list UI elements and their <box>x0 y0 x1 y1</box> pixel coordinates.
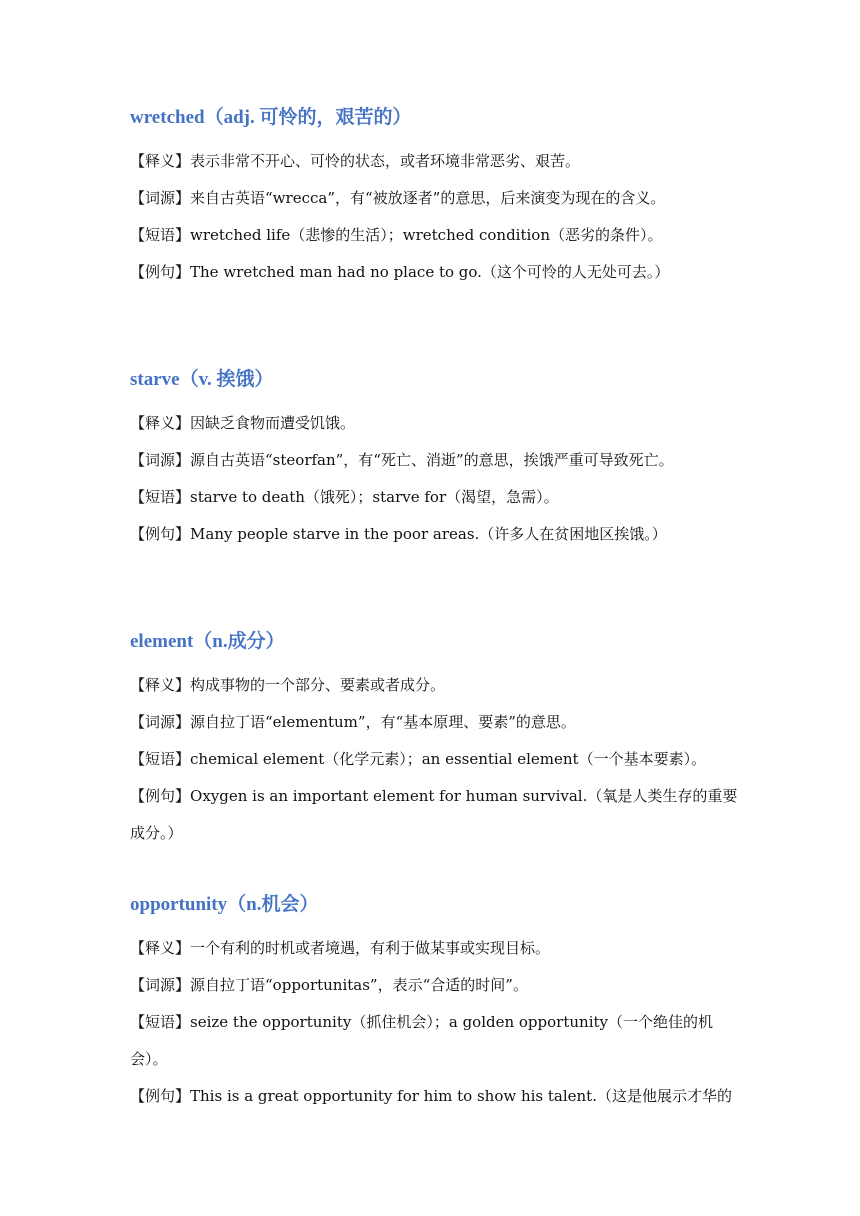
entry-etymology <box>130 967 742 1004</box>
example-tag: 【例句】 <box>130 1087 191 1105</box>
example-text: Many people starve in the poor areas.（许多人在贫困地区挨饿。） <box>190 525 667 543</box>
entry-phrases <box>130 479 742 516</box>
example-text: Oxygen is an important element for human survival.（氧是人类生存的重要成分。） <box>130 787 738 842</box>
entry-phrases <box>130 1004 742 1078</box>
definition-text: 因缺乏食物而遭受饥饿。 <box>190 414 356 432</box>
entry-example <box>130 1078 742 1115</box>
etymology-text: 来自古英语“wrecca”，有“被放逐者”的意思，后来演变为现在的含义。 <box>190 189 666 207</box>
entry-definition <box>130 405 742 442</box>
entry-definition <box>130 667 742 704</box>
etymology-tag: 【词源】 <box>130 713 191 731</box>
example-tag: 【例句】 <box>130 787 191 805</box>
etymology-text: 源自拉丁语“elementum”，有“基本原理、要素”的意思。 <box>190 713 576 731</box>
definition-text: 一个有利的时机或者境遇，有利于做某事或实现目标。 <box>190 939 551 957</box>
phrases-tag: 【短语】 <box>130 488 191 506</box>
vocab-entry-starve <box>130 368 742 553</box>
example-text: The wretched man had no place to go.（这个可怜的人无处可去。） <box>190 263 670 281</box>
etymology-tag: 【词源】 <box>130 451 191 469</box>
phrases-tag: 【短语】 <box>130 226 191 244</box>
entry-example <box>130 516 742 553</box>
entry-headword: wretched（adj. 可怜的，艰苦的） <box>130 107 412 128</box>
vocab-entry-opportunity <box>130 893 742 1115</box>
vocab-entry-wretched <box>130 106 742 291</box>
entry-etymology <box>130 442 742 479</box>
entry-phrases <box>130 217 742 254</box>
etymology-text: 源自古英语“steorfan”，有“死亡、消逝”的意思，挨饿严重可导致死亡。 <box>190 451 674 469</box>
etymology-text: 源自拉丁语“opportunitas”，表示“合适的时间”。 <box>190 976 528 994</box>
entry-definition <box>130 143 742 180</box>
etymology-tag: 【词源】 <box>130 976 191 994</box>
entry-etymology <box>130 180 742 217</box>
definition-tag: 【释义】 <box>130 676 191 694</box>
phrases-text: seize the opportunity（抓住机会）；a golden opportunity（一个绝佳的机会）。 <box>130 1013 713 1068</box>
entry-headword: element（n.成分） <box>130 631 285 652</box>
example-text: This is a great opportunity for him to show his talent.（这是他展示才华的 <box>190 1087 732 1105</box>
vocab-entry-element <box>130 630 742 852</box>
example-tag: 【例句】 <box>130 525 191 543</box>
phrases-tag: 【短语】 <box>130 750 191 768</box>
etymology-tag: 【词源】 <box>130 189 191 207</box>
entry-phrases <box>130 741 742 778</box>
phrases-text: wretched life（悲惨的生活）；wretched condition（恶劣的条件）。 <box>190 226 663 244</box>
definition-text: 构成事物的一个部分、要素或者成分。 <box>190 676 446 694</box>
entry-definition <box>130 930 742 967</box>
entry-headword: opportunity（n.机会） <box>130 894 319 915</box>
definition-text: 表示非常不开心、可怜的状态，或者环境非常恶劣、艰苦。 <box>190 152 581 170</box>
phrases-text: chemical element（化学元素）；an essential element（一个基本要素）。 <box>190 750 707 768</box>
entry-headword: starve（v. 挨饿） <box>130 369 274 390</box>
example-tag: 【例句】 <box>130 263 191 281</box>
entry-etymology <box>130 704 742 741</box>
definition-tag: 【释义】 <box>130 414 191 432</box>
definition-tag: 【释义】 <box>130 939 191 957</box>
definition-tag: 【释义】 <box>130 152 191 170</box>
entry-example <box>130 254 742 291</box>
entry-example <box>130 778 742 852</box>
phrases-tag: 【短语】 <box>130 1013 191 1031</box>
phrases-text: starve to death（饿死）；starve for（渴望，急需）。 <box>190 488 559 506</box>
